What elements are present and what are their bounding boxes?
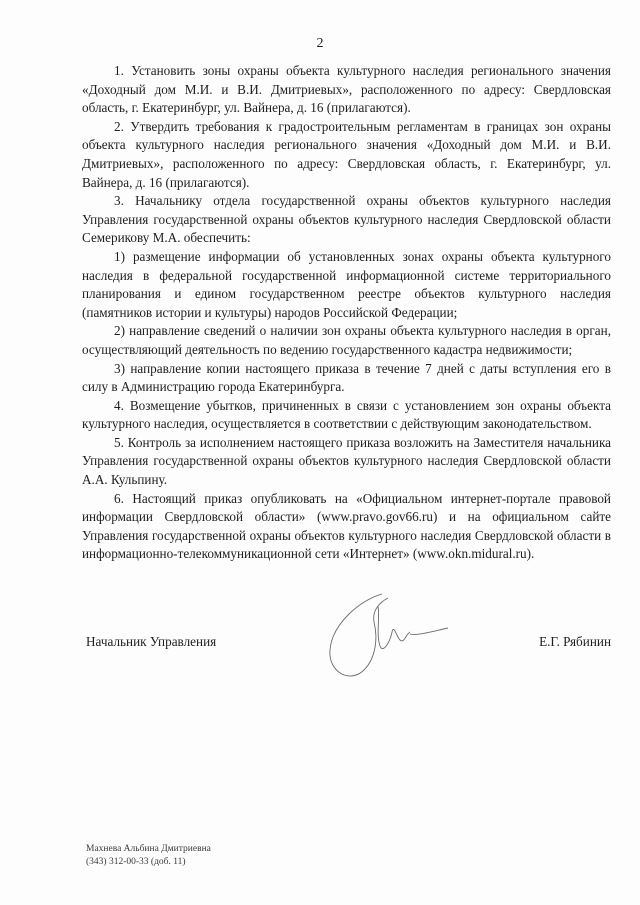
paragraph-1: 1. Установить зоны охраны объекта культурного наследия регионального значения «Доходный дом М.И. и В.И. Дмитриевых», расположенного по адресу: Свердловская область, г. Екатеринбург, ул. Вайнера, д. 16 (прилагаются).	[82, 63, 611, 116]
paragraph-5: 5. Контроль за исполнением настоящего приказа возложить на Заместителя начальника Управления государственной охраны объектов культурного наследия Свердловской области А.А. Кульпину.	[82, 434, 611, 488]
paragraph-3: 3. Начальнику отдела государственной охраны объектов культурного наследия Управления государственной охраны объектов культурного наследия Свердловской области Семерикову М.А. обеспечить:	[82, 193, 611, 246]
signatory-name: Е.Г. Рябинин	[539, 634, 611, 649]
executor-phone: (343) 312-00-33 (доб. 11)	[86, 857, 186, 867]
executor-info	[86, 843, 211, 869]
signatory-position: Начальник Управления	[86, 634, 217, 649]
paragraph-6: 6. Настоящий приказ опубликовать на «Официальном интернет-портале правовой информации Свердловской области» (www.pravo.gov66.ru) и на официальном сайте Управления государственной охраны объектов культурного наследия Свердловской области в информационно-телекоммуникационной сети «Интернет» (www.okn.midural.ru).	[82, 490, 611, 562]
signature-block	[82, 628, 611, 658]
paragraph-2: 2. Утвердить требования к градостроительным регламентам в границах зон охраны объекта культурного наследия регионального значения «Доходный дом М.И. и В.И. Дмитриевых», расположенного по адресу: Свердловская область, г. Екатеринбург, ул. Вайнера, д. 16 (прилагаются).	[82, 118, 611, 190]
page-number: 2	[316, 36, 324, 51]
executor-name: Махнева Альбина Дмитриевна	[86, 844, 211, 854]
subitem-1: 1) размещение информации об установленных зонах охраны объекта культурного наследия в федеральной государственной информационной системе территориального планирования и едином государственном реестре объектов культурного наследия (памятников истории и культуры) народов Российской Федерации;	[82, 248, 611, 320]
document-body	[82, 62, 611, 564]
subitem-3: 3) направление копии настоящего приказа в течение 7 дней с даты вступления его в силу в Администрацию города Екатеринбурга.	[82, 360, 611, 395]
subitem-2: 2) направление сведений о наличии зон охраны объекта культурного наследия в орган, осуществляющий деятельность по ведению государственного кадастра недвижимости;	[82, 323, 611, 357]
paragraph-4: 4. Возмещение убытков, причиненных в связи с установлением зон охраны объекта культурного наследия, осуществляется в соответствии с действующим законодательством.	[82, 397, 611, 432]
